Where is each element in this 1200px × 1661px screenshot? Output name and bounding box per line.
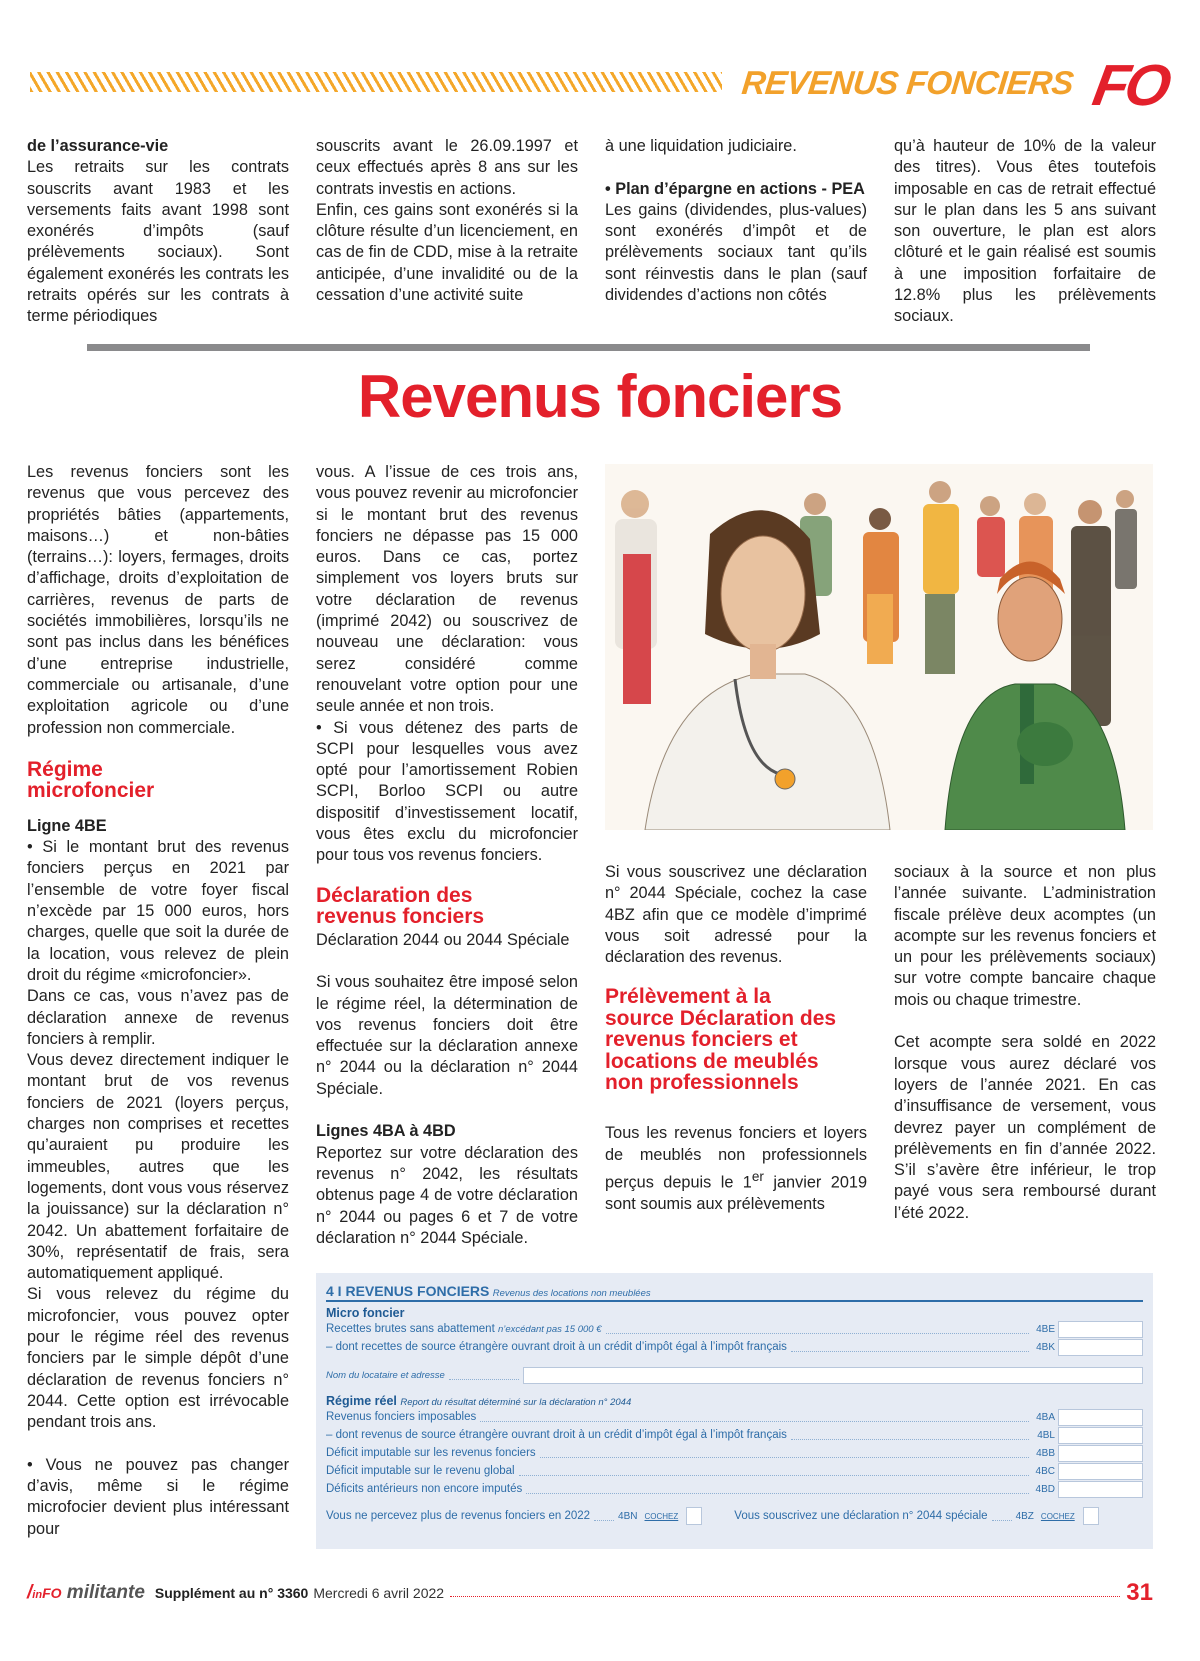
- paragraph: sociaux à la source et non plus l’année suivante. L’administration fiscale prélève deux acomptes (un acompte sur les revenus fonciers et un pour les prélèvements sociaux) sur votre compte bancaire chaque mois ou chaque trimestre.: [894, 863, 1156, 1009]
- subheading: • Plan d’épargne en actions - PEA: [605, 179, 865, 198]
- form-section-reel: Régime réel Report du résultat déterminé sur la déclaration n° 2044: [326, 1394, 632, 1408]
- form-row-4bc: Déficit imputable sur le revenu global 4BC: [326, 1462, 1143, 1480]
- tax-form-excerpt: [316, 1273, 1153, 1549]
- page-number: 31: [1126, 1579, 1153, 1606]
- checkbox-4bz[interactable]: [1083, 1507, 1099, 1525]
- paragraph: • Vous ne pouvez pas changer d’avis, même si le régime microfocier devient plus intéressant pour: [27, 1455, 289, 1538]
- subheading: Ligne 4BE: [27, 816, 107, 835]
- subheading: Lignes 4BA à 4BD: [316, 1122, 456, 1141]
- paragraph: à une liquidation judiciaire.: [605, 137, 797, 155]
- paragraph: Si vous souhaitez être imposé selon le régime réel, la détermination de vos revenus fonciers doit être effectuée sur la déclaration annexe n° 2044 ou la déclaration n° 2044 Spéciale.: [316, 973, 578, 1098]
- article-column-4: [894, 862, 1156, 1224]
- paragraph: souscrits avant le 26.09.1997 et ceux effectués après 8 ans sur les contrats investis en actions.: [316, 137, 578, 198]
- article-column-2: [316, 462, 578, 1249]
- paragraph: qu’à hauteur de 10% de la valeur des titres). Vous êtes toutefois imposable en cas de retrait effectué sur le plan dans les 5 ans suivant son ouverture, le plan est alors clôturé et le gain réalisé est soumis à une imposition forfaitaire de 12.8% plus les prélèvements sociaux.: [894, 137, 1156, 326]
- form-row-4bd: Déficits antérieurs non encore imputés 4BD: [326, 1480, 1143, 1498]
- input-4bl[interactable]: [1058, 1427, 1143, 1444]
- section-heading: Déclaration des revenus fonciers: [316, 883, 485, 929]
- input-4bc[interactable]: [1058, 1463, 1143, 1480]
- top-column-3: [605, 136, 867, 306]
- top-column-2: [316, 136, 578, 306]
- paragraph: Déclaration 2044 ou 2044 Spéciale: [316, 930, 570, 949]
- input-4bk[interactable]: [1058, 1339, 1143, 1356]
- form-row-4ba: Revenus fonciers imposables 4BA: [326, 1408, 1143, 1426]
- form-row-4bk: – dont recettes de source étrangère ouvrant droit à un crédit d’impôt égal à l’impôt français 4BK: [326, 1338, 1143, 1356]
- paragraph: Cet acompte sera soldé en 2022 lorsque vous aurez déclaré vos loyers de l’année 2021. En cas d’insuffisance de versement, vous devrez payer un complément de prélèvements en fin d’année 2022. S’il s’avère être inférieur, le trop payé vous sera remboursé durant l’été 2022.: [894, 1033, 1156, 1222]
- top-column-1: [27, 136, 289, 328]
- paragraph: Dans ce cas, vous n’avez pas de déclaration annexe de revenus fonciers à remplir.: [27, 987, 289, 1048]
- input-4ba[interactable]: [1058, 1409, 1143, 1426]
- article-title: Revenus fonciers: [357, 363, 843, 430]
- subheading: de l’assurance-vie: [27, 137, 169, 155]
- paragraph: Vous devez directement indiquer le montant brut de vos revenus fonciers de 2021 (loyers perçus, charges non comprises et recettes qu’auraient pu produire les immeubles, autres que les logements, dont vous vous réservez la jouissance) sur la déclaration n° 2042. Un abattement forfaitaire de 30%, représentatif de frais, sera automatiquement appliqué.: [27, 1051, 289, 1283]
- checkbox-4bn[interactable]: [686, 1507, 702, 1525]
- input-4bd[interactable]: [1058, 1481, 1143, 1498]
- paragraph: Tous les revenus fonciers et loyers de meublés non professionnels perçus depuis le 1er janvier 2019 sont soumis aux prélèvements: [605, 1124, 867, 1213]
- paragraph: Les revenus fonciers sont les revenus que vous percevez des propriétés bâties (appartements, maisons…) et non-bâties (terrains…): loyers, fermages, droits d’affichage, droits d’exploitation de carrières, revenus de parts de sociétés immobilières, lorsqu’ils ne sont pas inclus dans les bénéfices d’une entreprise industrielle, commerciale ou artisanale, d’une exploitation agricole ou d’une profession non commerciale.: [27, 463, 289, 737]
- top-column-4: [894, 136, 1156, 328]
- article-column-1: [27, 462, 289, 1540]
- info-militante-logo: /inFO militante: [27, 1582, 145, 1603]
- section-running-head: REVENUS FONCIERS: [740, 64, 1076, 101]
- workers-illustration: [605, 464, 1153, 830]
- form-header: 4 I REVENUS FONCIERS Revenus des locations non meublées: [326, 1283, 1143, 1302]
- form-section-micro: Micro foncier: [326, 1306, 405, 1320]
- paragraph: Les gains (dividendes, plus-values) sont exonérés d’impôt et de prélèvements sociaux tant qu’ils sont réinvestis dans le plan (sauf dividendes d’actions non côtés: [605, 200, 867, 305]
- input-4be[interactable]: [1058, 1321, 1143, 1338]
- section-heading: Prélèvement à la source Déclaration des revenus fonciers et locations de meublés non professionnels: [605, 985, 837, 1095]
- paragraph: Si vous souscrivez une déclaration n° 2044 Spéciale, cochez la case 4BZ afin que ce modèle d’imprimé vous soit adressé pour la déclaration des revenus.: [605, 863, 867, 967]
- divider-rule: [87, 344, 1090, 351]
- paragraph: vous. A l’issue de ces trois ans, vous pouvez revenir au microfoncier si le montant brut des revenus fonciers ne dépasse pas 15 000 euros. Dans ce cas, portez simplement vos loyers bruts sur votre déclaration de revenus (imprimé 2042) ou souscrivez de nouveau une déclaration: vous serez considéré comme renouvelant votre option pour une seule année et non trois.: [316, 463, 578, 716]
- footer-dotted-line: [450, 1589, 1120, 1597]
- paragraph: • Si vous détenez des parts de SCPI pour lesquelles vous avez opté pour l’amortissement Robien SCPI, Borloo SCPI ou autre dispositif d’investissement locatif, vous êtes exclu du microfoncier pour tous vos revenus fonciers.: [316, 718, 578, 865]
- supplement-number: Supplément au n° 3360: [154, 1585, 309, 1601]
- issue-date: Mercredi 6 avril 2022: [313, 1585, 445, 1601]
- decorative-hatch-bar: [30, 72, 722, 92]
- paragraph: Si vous relevez du régime du microfoncier, vous pouvez opter pour le régime réel des revenus fonciers par le simple dépôt d’une déclaration de revenus fonciers n° 2044. Cette option est irrévocable pendant trois ans.: [27, 1285, 289, 1432]
- input-4bb[interactable]: [1058, 1445, 1143, 1462]
- paragraph: Enfin, ces gains sont exonérés si la clôture résulte d’un licenciement, en cas de fin de CDD, mise à la retraite anticipée, d’une invalidité ou de la cessation d’une activité suite: [316, 200, 578, 305]
- form-row-4be: Recettes brutes sans abattement n’excédant pas 15 000 € 4BE: [326, 1320, 1143, 1338]
- paragraph: Les retraits sur les contrats souscrits avant 1983 et les versements faits avant 1998 sont exonérés d’impôts (sauf prélèvements sociaux). Sont également exonérés les contrats les retraits opérés sur les contrats à terme périodiques: [27, 158, 289, 326]
- article-column-3: [605, 862, 867, 1215]
- input-tenant[interactable]: [523, 1367, 1143, 1384]
- section-heading: Régime microfoncier: [27, 757, 155, 803]
- form-row-4bl: – dont revenus de source étrangère ouvrant droit à un crédit d’impôt égal à l’impôt français 4BL: [326, 1426, 1143, 1444]
- page-footer: [27, 1580, 1153, 1606]
- form-row-tenant: Nom du locataire et adresse: [316, 1364, 1153, 1386]
- fo-logo: FO: [1088, 53, 1173, 118]
- paragraph: Reportez sur votre déclaration des revenus n° 2042, les résultats obtenus page 4 de votre déclaration n° 2044 ou pages 6 et 7 de votre déclaration n° 2044 Spéciale.: [316, 1143, 578, 1247]
- form-row-4bb: Déficit imputable sur les revenus fonciers 4BB: [326, 1444, 1143, 1462]
- paragraph: • Si le montant brut des revenus fonciers perçus en 2021 par l’ensemble de votre foyer fiscal n’excède par 15 000 euros, hors charges, quelle que soit la durée de la location, vous relevez de plein droit du régime «microfoncier».: [27, 838, 289, 984]
- form-checkbox-row: Vous ne percevez plus de revenus fonciers en 2022 4BN COCHEZ Vous souscrivez une déclaration n° 2044 spéciale 4BZ COCHEZ: [326, 1506, 1143, 1526]
